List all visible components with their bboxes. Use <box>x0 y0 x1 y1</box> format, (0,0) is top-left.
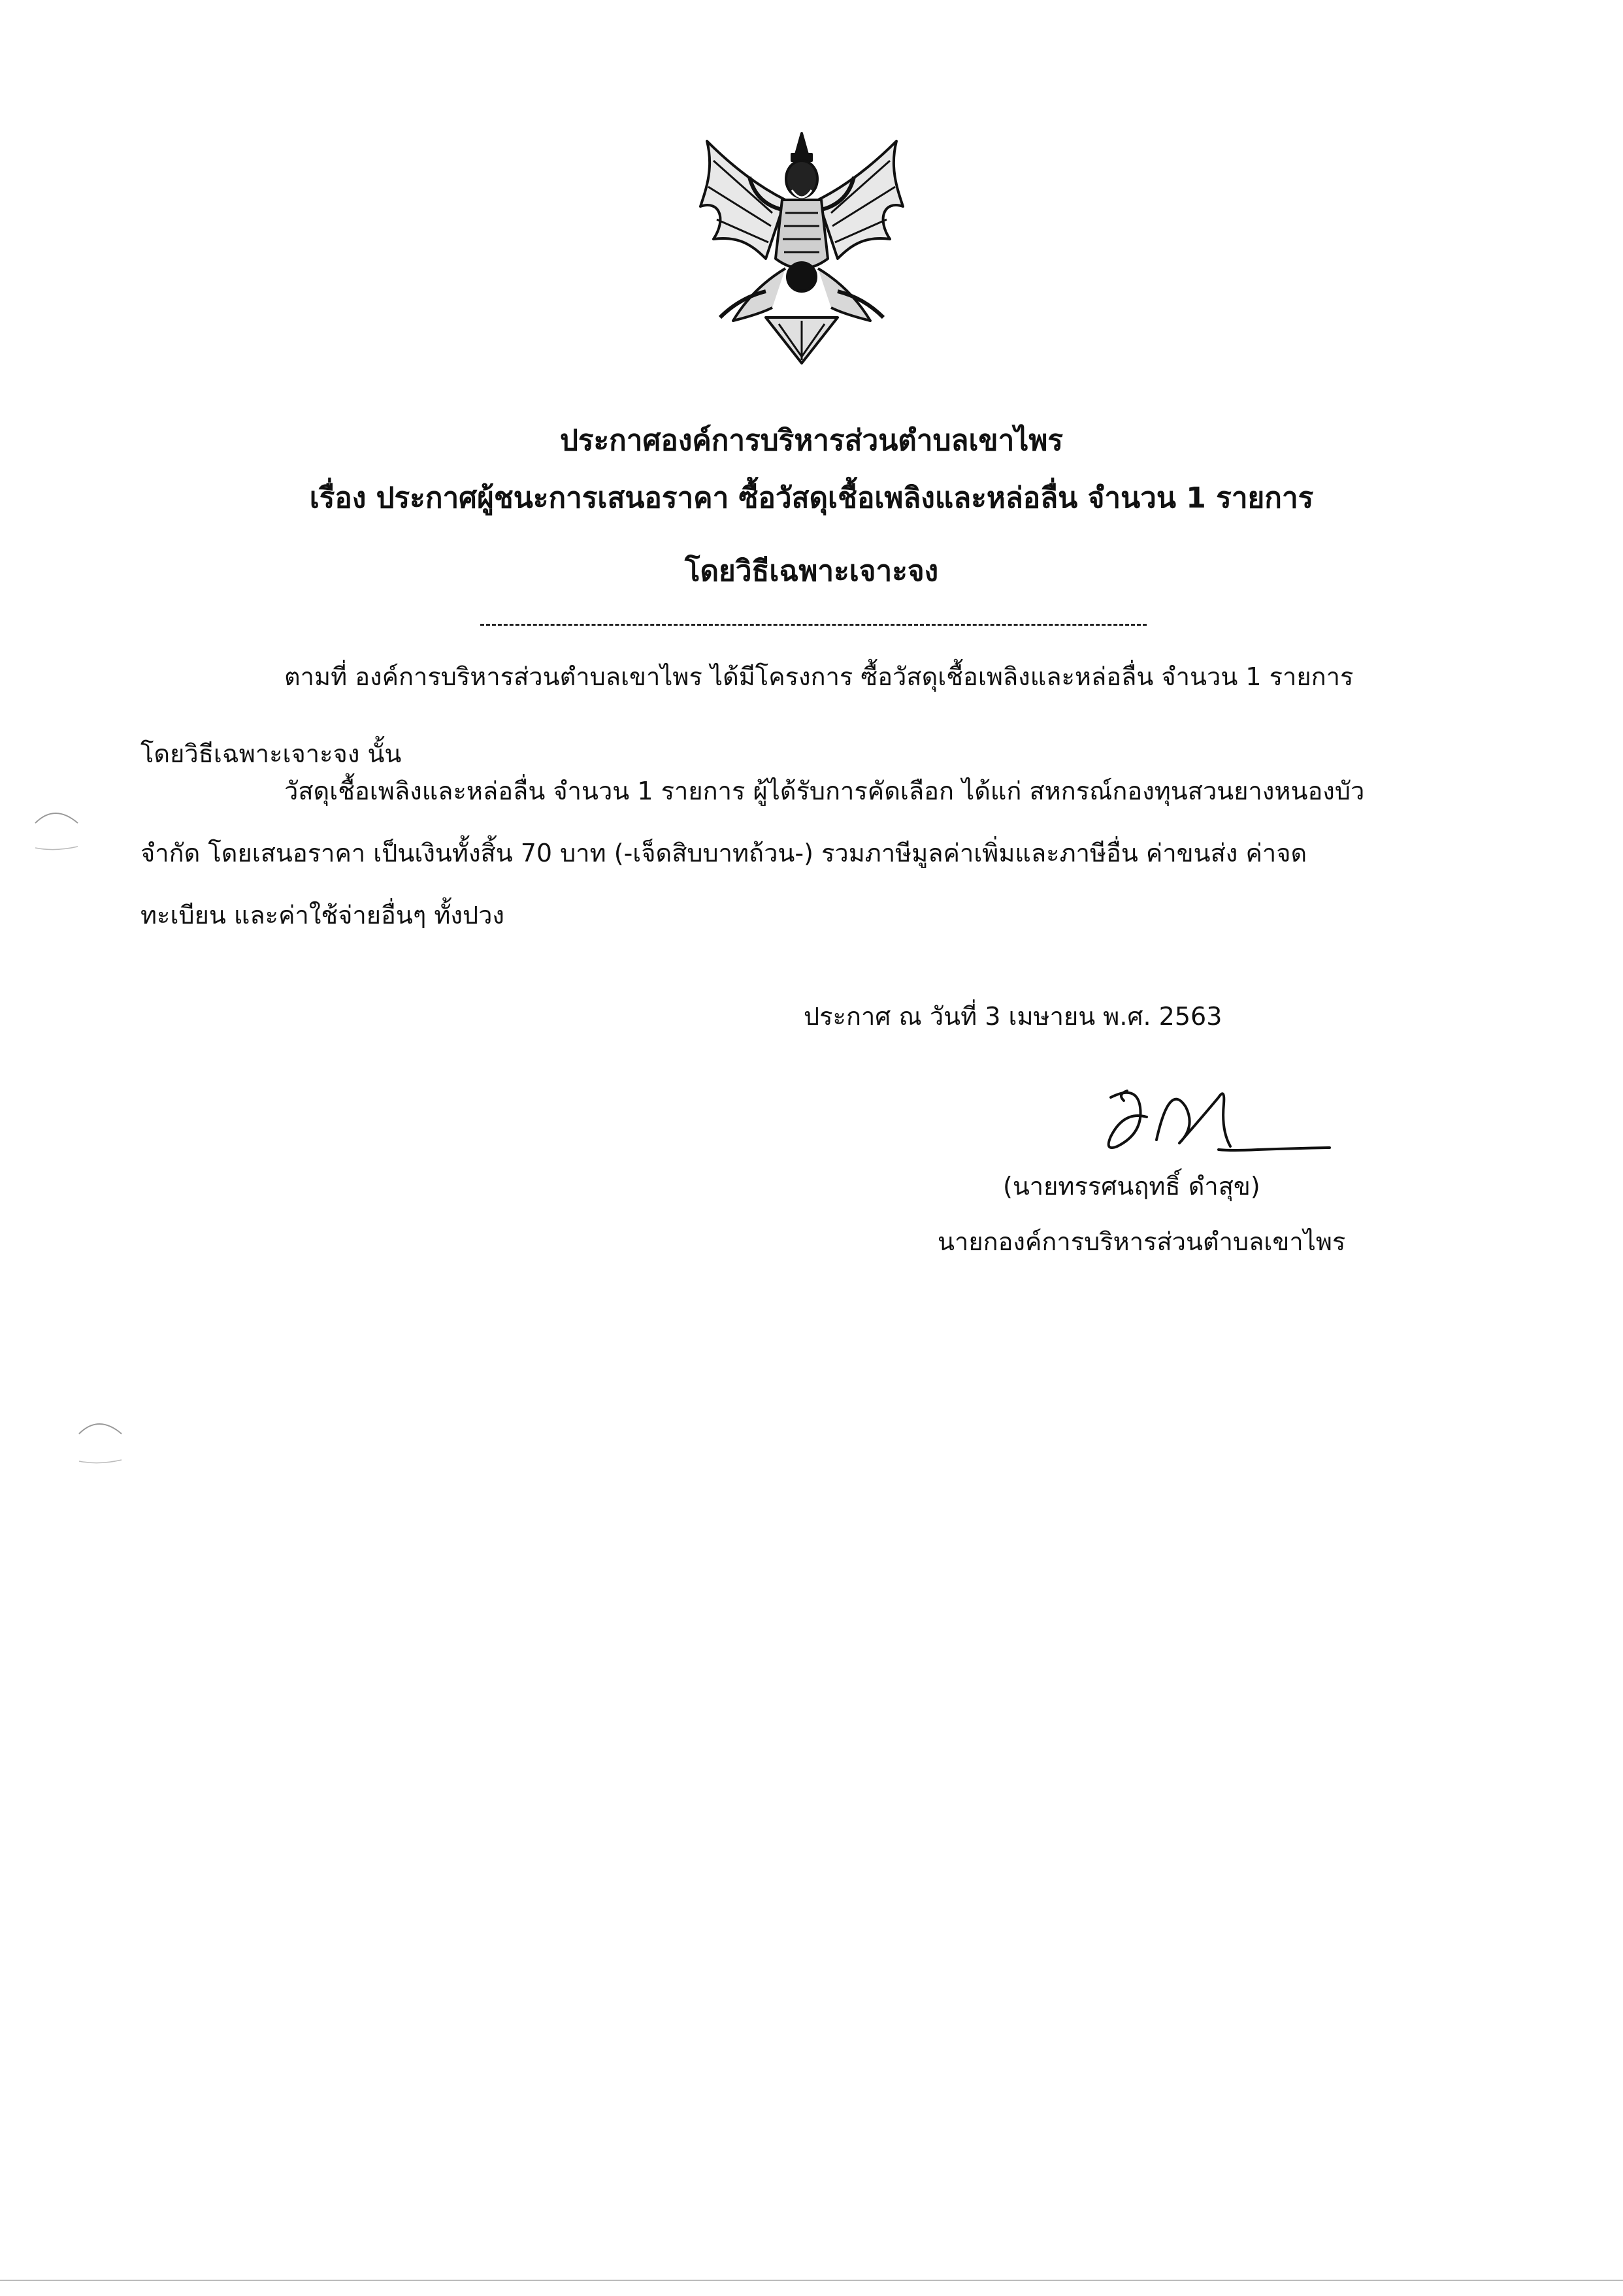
announcement-date: ประกาศ ณ วันที่ 3 เมษายน พ.ศ. 2563 <box>804 1002 1222 1031</box>
paragraph-1-line-1: ตามที่ องค์การบริหารส่วนตำบลเขาไพร ได้มีโครงการ ซื้อวัสดุเชื้อเพลิงและหล่อลื่น จำนวน 1 รายการ <box>284 662 1354 691</box>
dashed-divider <box>480 624 1147 626</box>
punch-hole-mark-upper <box>31 803 84 856</box>
paragraph-2-line-3: ทะเบียน และค่าใช้จ่ายอื่นๆ ทั้งปวง <box>140 901 504 930</box>
announcement-subject: เรื่อง ประกาศผู้ชนะการเสนอราคา ซื้อวัสดุเชื้อเพลิงและหล่อลื่น จำนวน 1 รายการ <box>309 481 1314 515</box>
announcement-title: ประกาศองค์การบริหารส่วนตำบลเขาไพร <box>559 424 1064 457</box>
signer-title: นายกองค์การบริหารส่วนตำบลเขาไพร <box>938 1227 1346 1256</box>
paragraph-2-line-2: จำกัด โดยเสนอราคา เป็นเงินทั้งสิ้น 70 บาท (-เจ็ดสิบบาทถ้วน-) รวมภาษีมูลค่าเพิ่มและภาษีอื่น ค่าขนส่ง ค่าจด <box>140 839 1307 867</box>
paragraph-1-line-2: โดยวิธีเฉพาะเจาะจง นั้น <box>140 739 402 768</box>
punch-hole-mark-lower <box>75 1414 127 1466</box>
garuda-emblem-icon <box>687 128 916 370</box>
announcement-method: โดยวิธีเฉพาะเจาะจง <box>684 555 939 588</box>
paragraph-2-line-1: วัสดุเชื้อเพลิงและหล่อลื่น จำนวน 1 รายการ ผู้ได้รับการคัดเลือก ได้แก่ สหกรณ์กองทุนสวนยางหนองบัว <box>284 777 1365 805</box>
signature-mark <box>1098 1081 1333 1163</box>
signer-name: (นายทรรศนฤทธิ์ ดำสุข) <box>1003 1172 1260 1201</box>
scan-edge-line <box>0 2280 1623 2281</box>
